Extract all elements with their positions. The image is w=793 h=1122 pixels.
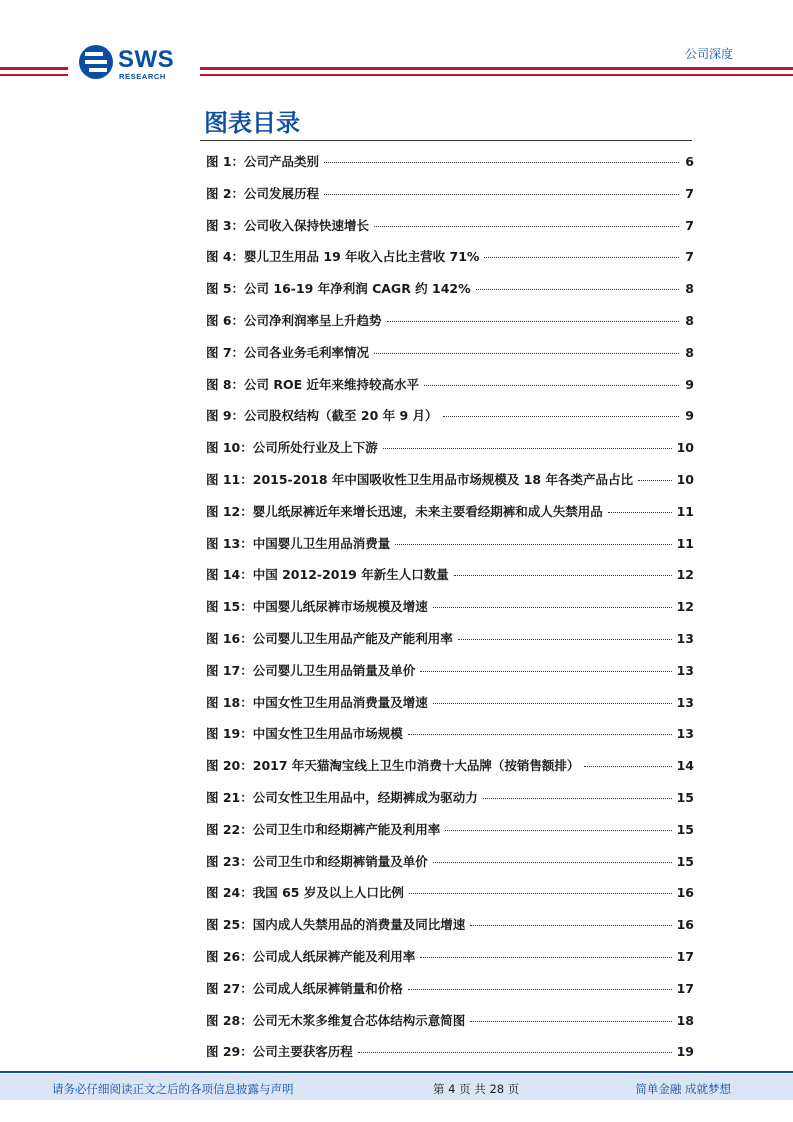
- toc-entry-label: 图 10：公司所处行业及上下游: [206, 440, 378, 456]
- toc-entry-label: 图 20：2017 年天猫淘宝线上卫生巾消费十大品牌（按销售额排）: [206, 758, 580, 774]
- toc-dot-leader: [358, 1052, 672, 1053]
- toc-dot-leader: [433, 607, 672, 608]
- toc-entry[interactable]: [206, 852, 694, 884]
- page-title: 图表目录: [204, 109, 300, 137]
- toc-dot-leader: [433, 862, 672, 863]
- toc-entry-label: 图 12：婴儿纸尿裤近年来增长迅速，未来主要看经期裤和成人失禁用品: [206, 503, 603, 519]
- toc-dot-leader: [324, 162, 679, 163]
- toc-dot-leader: [408, 989, 672, 990]
- toc-dot-leader: [433, 703, 672, 704]
- toc-entry-label: 图 19：中国女性卫生用品市场规模: [206, 726, 403, 742]
- footer-page-info: 第 4 页 共 28 页: [433, 1082, 520, 1096]
- toc-entry[interactable]: [206, 597, 694, 629]
- logo-text: SWS: [118, 46, 175, 73]
- toc-entry[interactable]: [206, 693, 694, 725]
- sws-logo: [78, 44, 198, 84]
- toc-entry[interactable]: [206, 375, 694, 407]
- toc-entry-label: 图 29：公司主要获客历程: [206, 1044, 353, 1060]
- toc-entry[interactable]: [206, 979, 694, 1011]
- toc-dot-leader: [470, 1021, 671, 1022]
- toc-entry[interactable]: [206, 1042, 694, 1074]
- toc-entry-page: 14: [676, 758, 694, 774]
- footer: [0, 1074, 793, 1100]
- toc-entry[interactable]: [206, 565, 694, 597]
- toc-entry-label: 图 8：公司 ROE 近年来维持较高水平: [206, 376, 420, 392]
- header-rule-left: [0, 67, 68, 76]
- toc-entry-page: 17: [676, 948, 694, 964]
- toc-dot-leader: [374, 353, 679, 354]
- toc-entry-label: 图 16：公司婴儿卫生用品产能及产能利用率: [206, 630, 453, 646]
- toc-entry-page: 8: [685, 312, 694, 328]
- toc-entry-label: 图 1：公司产品类别: [206, 154, 320, 169]
- toc-entry[interactable]: [206, 502, 694, 534]
- toc-entry-page: 8: [685, 281, 694, 297]
- toc-entry-label: 图 3：公司收入保持快速增长: [206, 217, 370, 233]
- toc-dot-leader: [420, 671, 671, 672]
- toc-entry-page: 13: [676, 694, 694, 710]
- toc-entry-label: 图 26：公司成人纸尿裤产能及利用率: [206, 948, 416, 964]
- toc-entry[interactable]: [206, 247, 694, 279]
- toc-dot-leader: [420, 957, 671, 958]
- toc-entry[interactable]: [206, 756, 694, 788]
- toc-entry-page: 18: [676, 1012, 694, 1028]
- toc-entry-label: 图 22：公司卫生巾和经期裤产能及利用率: [206, 821, 441, 837]
- toc-entry-page: 16: [676, 917, 694, 933]
- toc-dot-leader: [484, 257, 679, 258]
- footer-disclaimer: 请务必仔细阅读正文之后的各项信息披露与声明: [52, 1082, 294, 1096]
- toc-entry-page: 10: [676, 471, 694, 487]
- toc-entry-page: 6: [685, 154, 694, 169]
- toc-entry[interactable]: [206, 629, 694, 661]
- toc-entry-page: 17: [676, 980, 694, 996]
- footer-slogan: 简单金融 成就梦想: [635, 1082, 731, 1096]
- toc-entry[interactable]: [206, 947, 694, 979]
- toc-entry-page: 11: [676, 535, 694, 551]
- toc-entry[interactable]: [206, 438, 694, 470]
- toc-entry[interactable]: [206, 915, 694, 947]
- toc-dot-leader: [584, 766, 671, 767]
- toc-entry-page: 19: [676, 1044, 694, 1060]
- toc-entry-page: 13: [676, 630, 694, 646]
- toc-entry-page: 7: [685, 185, 694, 201]
- toc-entry-label: 图 7：公司各业务毛利率情况: [206, 344, 370, 360]
- toc-dot-leader: [443, 416, 679, 417]
- toc-dot-leader: [387, 321, 679, 322]
- toc-dot-leader: [608, 512, 672, 513]
- toc-entry-page: 15: [676, 821, 694, 837]
- toc-entry-label: 图 28：公司无木浆多维复合芯体结构示意简图: [206, 1012, 466, 1028]
- toc-dot-leader: [383, 448, 672, 449]
- toc-entry-label: 图 13：中国婴儿卫生用品消费量: [206, 535, 391, 551]
- toc-entry-label: 图 4：婴儿卫生用品 19 年收入占比主营收 71%: [206, 249, 480, 265]
- logo-subtext: RESEARCH: [119, 72, 166, 81]
- toc-dot-leader: [454, 575, 672, 576]
- toc-entry[interactable]: [206, 883, 694, 915]
- toc-entry-page: 11: [676, 503, 694, 519]
- toc-entry-page: 9: [685, 408, 694, 424]
- toc-entry[interactable]: [206, 534, 694, 566]
- toc-dot-leader: [476, 289, 679, 290]
- toc-entry-label: 图 2：公司发展历程: [206, 185, 320, 201]
- toc-entry-label: 图 27：公司成人纸尿裤销量和价格: [206, 980, 403, 996]
- toc-entry-page: 15: [676, 789, 694, 805]
- toc-dot-leader: [324, 194, 679, 195]
- toc-entry[interactable]: [206, 279, 694, 311]
- toc-entry-page: 7: [685, 217, 694, 233]
- report-type-label: 公司深度: [684, 47, 733, 61]
- toc-entry-label: 图 15：中国婴儿纸尿裤市场规模及增速: [206, 599, 428, 615]
- toc-entry-label: 图 5：公司 16-19 年净利润 CAGR 约 142%: [206, 281, 471, 297]
- toc-entry[interactable]: [206, 661, 694, 693]
- toc-entry[interactable]: [206, 820, 694, 852]
- toc-entry-label: 图 25：国内成人失禁用品的消费量及同比增速: [206, 917, 466, 933]
- toc-dot-leader: [638, 480, 672, 481]
- toc-entry[interactable]: [206, 152, 694, 184]
- footer-rule: [0, 1071, 793, 1073]
- toc-entry-page: 10: [676, 440, 694, 456]
- sws-logo-icon: [78, 44, 114, 80]
- toc-dot-leader: [424, 385, 679, 386]
- toc-entry-label: 图 23：公司卫生巾和经期裤销量及单价: [206, 853, 428, 869]
- toc-dot-leader: [458, 639, 672, 640]
- toc-entry-label: 图 11：2015-2018 年中国吸收性卫生用品市场规模及 18 年各类产品占比: [206, 471, 633, 487]
- toc-entry-label: 图 9：公司股权结构（截至 20 年 9 月）: [206, 408, 438, 424]
- toc-entry[interactable]: [206, 1011, 694, 1043]
- toc-entry-page: 16: [676, 885, 694, 901]
- toc-entry[interactable]: [206, 470, 694, 502]
- toc-dot-leader: [374, 226, 679, 227]
- toc-entry-page: 8: [685, 344, 694, 360]
- figure-list: [206, 152, 694, 1074]
- toc-entry-label: 图 17：公司婴儿卫生用品销量及单价: [206, 662, 416, 678]
- toc-entry-label: 图 21：公司女性卫生用品中，经期裤成为驱动力: [206, 789, 478, 805]
- toc-entry-label: 图 14：中国 2012-2019 年新生人口数量: [206, 567, 449, 583]
- toc-entry-label: 图 18：中国女性卫生用品消费量及增速: [206, 694, 428, 710]
- toc-entry-page: 15: [676, 853, 694, 869]
- toc-entry[interactable]: [206, 724, 694, 756]
- toc-entry[interactable]: [206, 184, 694, 216]
- toc-entry[interactable]: [206, 343, 694, 375]
- toc-dot-leader: [470, 925, 671, 926]
- toc-entry-page: 13: [676, 662, 694, 678]
- toc-entry-page: 7: [685, 249, 694, 265]
- toc-dot-leader: [445, 830, 671, 831]
- toc-dot-leader: [409, 893, 672, 894]
- toc-entry[interactable]: [206, 216, 694, 248]
- toc-dot-leader: [483, 798, 672, 799]
- header-rule-right: [200, 67, 793, 76]
- toc-entry-page: 12: [676, 567, 694, 583]
- toc-entry-label: 图 6：公司净利润率呈上升趋势: [206, 312, 382, 328]
- toc-entry-page: 9: [685, 376, 694, 392]
- title-rule: [200, 140, 692, 141]
- toc-dot-leader: [395, 544, 671, 545]
- toc-entry[interactable]: [206, 311, 694, 343]
- toc-entry[interactable]: [206, 406, 694, 438]
- toc-entry-label: 图 24：我国 65 岁及以上人口比例: [206, 885, 404, 901]
- toc-entry-page: 13: [676, 726, 694, 742]
- toc-dot-leader: [408, 734, 672, 735]
- toc-entry[interactable]: [206, 788, 694, 820]
- toc-entry-page: 12: [676, 599, 694, 615]
